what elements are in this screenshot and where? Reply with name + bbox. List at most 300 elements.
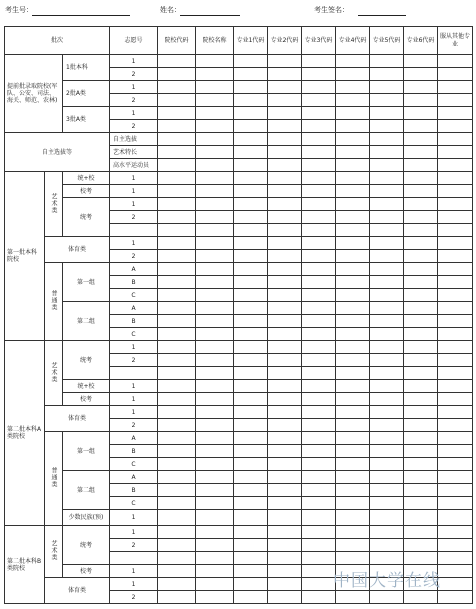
entry-cell[interactable]	[196, 185, 234, 198]
entry-cell[interactable]	[196, 458, 234, 471]
entry-cell[interactable]	[196, 146, 234, 159]
entry-cell[interactable]	[234, 380, 268, 393]
entry-cell[interactable]	[196, 552, 234, 565]
entry-cell[interactable]	[438, 276, 473, 289]
entry-cell[interactable]	[158, 432, 196, 445]
entry-cell[interactable]	[404, 237, 438, 250]
entry-cell[interactable]	[302, 55, 336, 68]
entry-cell[interactable]	[196, 159, 234, 172]
entry-cell[interactable]	[234, 224, 268, 237]
entry-cell[interactable]	[196, 328, 234, 341]
entry-cell[interactable]	[336, 539, 370, 552]
entry-cell[interactable]	[196, 380, 234, 393]
entry-cell[interactable]	[158, 159, 196, 172]
entry-cell[interactable]	[336, 419, 370, 432]
entry-cell[interactable]	[158, 185, 196, 198]
entry-cell[interactable]	[404, 367, 438, 380]
entry-cell[interactable]	[404, 55, 438, 68]
entry-cell[interactable]	[370, 302, 404, 315]
entry-cell[interactable]	[404, 185, 438, 198]
entry-cell[interactable]	[302, 354, 336, 367]
entry-cell[interactable]	[404, 172, 438, 185]
entry-cell[interactable]	[234, 484, 268, 497]
entry-cell[interactable]	[404, 315, 438, 328]
entry-cell[interactable]	[302, 328, 336, 341]
entry-cell[interactable]	[438, 406, 473, 419]
entry-cell[interactable]	[302, 81, 336, 94]
entry-cell[interactable]	[268, 133, 302, 146]
entry-cell[interactable]	[196, 250, 234, 263]
entry-cell[interactable]	[234, 419, 268, 432]
entry-cell[interactable]	[268, 198, 302, 211]
entry-cell[interactable]	[234, 539, 268, 552]
entry-cell[interactable]	[336, 406, 370, 419]
entry-cell[interactable]	[268, 432, 302, 445]
entry-cell[interactable]	[158, 81, 196, 94]
entry-cell[interactable]	[336, 484, 370, 497]
entry-cell[interactable]	[370, 94, 404, 107]
entry-cell[interactable]	[404, 250, 438, 263]
entry-cell[interactable]	[370, 484, 404, 497]
entry-cell[interactable]	[302, 289, 336, 302]
entry-cell[interactable]	[302, 185, 336, 198]
entry-cell[interactable]	[438, 484, 473, 497]
entry-cell[interactable]	[196, 471, 234, 484]
entry-cell[interactable]	[158, 263, 196, 276]
entry-cell[interactable]	[302, 107, 336, 120]
entry-cell[interactable]	[158, 578, 196, 591]
entry-cell[interactable]	[268, 367, 302, 380]
entry-cell[interactable]	[404, 81, 438, 94]
entry-cell[interactable]	[336, 367, 370, 380]
entry-cell[interactable]	[438, 393, 473, 406]
entry-cell[interactable]	[196, 497, 234, 510]
entry-cell[interactable]	[370, 237, 404, 250]
entry-cell[interactable]	[234, 432, 268, 445]
entry-cell[interactable]	[302, 237, 336, 250]
entry-cell[interactable]	[158, 591, 196, 604]
entry-cell[interactable]	[268, 276, 302, 289]
entry-cell[interactable]	[336, 263, 370, 276]
entry-cell[interactable]	[234, 146, 268, 159]
entry-cell[interactable]	[370, 146, 404, 159]
entry-cell[interactable]	[370, 432, 404, 445]
entry-cell[interactable]	[234, 94, 268, 107]
entry-cell[interactable]	[438, 591, 473, 604]
entry-cell[interactable]	[234, 578, 268, 591]
entry-cell[interactable]	[196, 341, 234, 354]
entry-cell[interactable]	[196, 263, 234, 276]
entry-cell[interactable]	[336, 107, 370, 120]
entry-cell[interactable]	[336, 471, 370, 484]
entry-cell[interactable]	[370, 471, 404, 484]
entry-cell[interactable]	[302, 539, 336, 552]
entry-cell[interactable]	[196, 432, 234, 445]
entry-cell[interactable]	[268, 81, 302, 94]
entry-cell[interactable]	[438, 133, 473, 146]
entry-cell[interactable]	[158, 276, 196, 289]
entry-cell[interactable]	[370, 159, 404, 172]
entry-cell[interactable]	[268, 159, 302, 172]
entry-cell[interactable]	[302, 198, 336, 211]
entry-cell[interactable]	[302, 341, 336, 354]
entry-cell[interactable]	[404, 458, 438, 471]
entry-cell[interactable]	[302, 510, 336, 526]
entry-cell[interactable]	[158, 510, 196, 526]
entry-cell[interactable]	[370, 328, 404, 341]
entry-cell[interactable]	[268, 146, 302, 159]
entry-cell[interactable]	[158, 484, 196, 497]
entry-cell[interactable]	[404, 133, 438, 146]
entry-cell[interactable]	[268, 289, 302, 302]
entry-cell[interactable]	[110, 367, 158, 380]
entry-cell[interactable]	[336, 159, 370, 172]
entry-cell[interactable]	[268, 250, 302, 263]
entry-cell[interactable]	[268, 591, 302, 604]
entry-cell[interactable]	[268, 539, 302, 552]
entry-cell[interactable]	[404, 552, 438, 565]
entry-cell[interactable]	[196, 198, 234, 211]
entry-cell[interactable]	[336, 510, 370, 526]
entry-cell[interactable]	[336, 432, 370, 445]
entry-cell[interactable]	[196, 315, 234, 328]
entry-cell[interactable]	[438, 263, 473, 276]
entry-cell[interactable]	[438, 471, 473, 484]
entry-cell[interactable]	[438, 159, 473, 172]
entry-cell[interactable]	[158, 552, 196, 565]
entry-cell[interactable]	[158, 172, 196, 185]
entry-cell[interactable]	[404, 302, 438, 315]
entry-cell[interactable]	[268, 578, 302, 591]
entry-cell[interactable]	[234, 552, 268, 565]
entry-cell[interactable]	[302, 146, 336, 159]
entry-cell[interactable]	[268, 354, 302, 367]
entry-cell[interactable]	[234, 237, 268, 250]
entry-cell[interactable]	[370, 55, 404, 68]
entry-cell[interactable]	[370, 552, 404, 565]
entry-cell[interactable]	[196, 120, 234, 133]
entry-cell[interactable]	[302, 578, 336, 591]
entry-cell[interactable]	[438, 458, 473, 471]
entry-cell[interactable]	[438, 578, 473, 591]
entry-cell[interactable]	[196, 419, 234, 432]
entry-cell[interactable]	[404, 341, 438, 354]
entry-cell[interactable]	[158, 133, 196, 146]
entry-cell[interactable]	[404, 510, 438, 526]
entry-cell[interactable]	[336, 94, 370, 107]
entry-cell[interactable]	[438, 172, 473, 185]
entry-cell[interactable]	[158, 419, 196, 432]
entry-cell[interactable]	[268, 565, 302, 578]
entry-cell[interactable]	[234, 526, 268, 539]
exam-number-field[interactable]	[32, 15, 130, 16]
entry-cell[interactable]	[196, 539, 234, 552]
entry-cell[interactable]	[158, 224, 196, 237]
entry-cell[interactable]	[336, 211, 370, 224]
entry-cell[interactable]	[336, 172, 370, 185]
entry-cell[interactable]	[302, 419, 336, 432]
entry-cell[interactable]	[302, 263, 336, 276]
entry-cell[interactable]	[110, 552, 158, 565]
entry-cell[interactable]	[370, 406, 404, 419]
entry-cell[interactable]	[370, 289, 404, 302]
entry-cell[interactable]	[196, 591, 234, 604]
entry-cell[interactable]	[404, 484, 438, 497]
entry-cell[interactable]	[268, 328, 302, 341]
entry-cell[interactable]	[404, 445, 438, 458]
entry-cell[interactable]	[158, 120, 196, 133]
entry-cell[interactable]	[302, 458, 336, 471]
entry-cell[interactable]	[196, 211, 234, 224]
entry-cell[interactable]	[234, 458, 268, 471]
entry-cell[interactable]	[196, 354, 234, 367]
entry-cell[interactable]	[438, 510, 473, 526]
entry-cell[interactable]	[158, 471, 196, 484]
entry-cell[interactable]	[268, 341, 302, 354]
entry-cell[interactable]	[370, 263, 404, 276]
entry-cell[interactable]	[158, 55, 196, 68]
entry-cell[interactable]	[234, 211, 268, 224]
entry-cell[interactable]	[336, 237, 370, 250]
entry-cell[interactable]	[302, 484, 336, 497]
entry-cell[interactable]	[404, 380, 438, 393]
entry-cell[interactable]	[158, 250, 196, 263]
entry-cell[interactable]	[438, 302, 473, 315]
entry-cell[interactable]	[438, 497, 473, 510]
entry-cell[interactable]	[158, 406, 196, 419]
entry-cell[interactable]	[370, 172, 404, 185]
entry-cell[interactable]	[336, 526, 370, 539]
entry-cell[interactable]	[370, 510, 404, 526]
entry-cell[interactable]	[438, 328, 473, 341]
entry-cell[interactable]	[196, 445, 234, 458]
entry-cell[interactable]	[336, 198, 370, 211]
entry-cell[interactable]	[404, 591, 438, 604]
entry-cell[interactable]	[370, 68, 404, 81]
entry-cell[interactable]	[336, 146, 370, 159]
entry-cell[interactable]	[404, 159, 438, 172]
entry-cell[interactable]	[158, 146, 196, 159]
entry-cell[interactable]	[302, 302, 336, 315]
entry-cell[interactable]	[336, 458, 370, 471]
entry-cell[interactable]	[196, 107, 234, 120]
entry-cell[interactable]	[336, 354, 370, 367]
entry-cell[interactable]	[302, 432, 336, 445]
entry-cell[interactable]	[302, 380, 336, 393]
entry-cell[interactable]	[234, 315, 268, 328]
entry-cell[interactable]	[268, 484, 302, 497]
entry-cell[interactable]	[234, 289, 268, 302]
entry-cell[interactable]	[268, 445, 302, 458]
entry-cell[interactable]	[234, 367, 268, 380]
entry-cell[interactable]	[234, 81, 268, 94]
entry-cell[interactable]	[302, 276, 336, 289]
entry-cell[interactable]	[302, 224, 336, 237]
entry-cell[interactable]	[196, 133, 234, 146]
entry-cell[interactable]	[234, 354, 268, 367]
entry-cell[interactable]	[196, 94, 234, 107]
entry-cell[interactable]	[268, 68, 302, 81]
entry-cell[interactable]	[158, 94, 196, 107]
entry-cell[interactable]	[158, 458, 196, 471]
entry-cell[interactable]	[336, 328, 370, 341]
entry-cell[interactable]	[302, 552, 336, 565]
entry-cell[interactable]	[404, 198, 438, 211]
entry-cell[interactable]	[158, 445, 196, 458]
entry-cell[interactable]	[438, 354, 473, 367]
entry-cell[interactable]	[370, 354, 404, 367]
entry-cell[interactable]	[196, 172, 234, 185]
entry-cell[interactable]	[196, 510, 234, 526]
entry-cell[interactable]	[302, 565, 336, 578]
entry-cell[interactable]	[302, 471, 336, 484]
entry-cell[interactable]	[268, 172, 302, 185]
entry-cell[interactable]	[268, 510, 302, 526]
entry-cell[interactable]	[336, 302, 370, 315]
entry-cell[interactable]	[234, 341, 268, 354]
entry-cell[interactable]	[158, 237, 196, 250]
entry-cell[interactable]	[234, 185, 268, 198]
entry-cell[interactable]	[196, 484, 234, 497]
entry-cell[interactable]	[196, 578, 234, 591]
entry-cell[interactable]	[370, 367, 404, 380]
entry-cell[interactable]	[336, 393, 370, 406]
entry-cell[interactable]	[336, 133, 370, 146]
entry-cell[interactable]	[370, 315, 404, 328]
entry-cell[interactable]	[404, 224, 438, 237]
entry-cell[interactable]	[234, 120, 268, 133]
entry-cell[interactable]	[404, 471, 438, 484]
entry-cell[interactable]	[158, 393, 196, 406]
entry-cell[interactable]	[268, 224, 302, 237]
entry-cell[interactable]	[196, 224, 234, 237]
entry-cell[interactable]	[302, 120, 336, 133]
entry-cell[interactable]	[302, 250, 336, 263]
entry-cell[interactable]	[234, 198, 268, 211]
entry-cell[interactable]	[370, 211, 404, 224]
entry-cell[interactable]	[438, 185, 473, 198]
entry-cell[interactable]	[158, 315, 196, 328]
entry-cell[interactable]	[438, 81, 473, 94]
entry-cell[interactable]	[302, 526, 336, 539]
entry-cell[interactable]	[336, 81, 370, 94]
name-field[interactable]	[180, 15, 240, 16]
entry-cell[interactable]	[302, 133, 336, 146]
entry-cell[interactable]	[234, 565, 268, 578]
entry-cell[interactable]	[196, 276, 234, 289]
entry-cell[interactable]	[404, 354, 438, 367]
entry-cell[interactable]	[336, 120, 370, 133]
entry-cell[interactable]	[370, 445, 404, 458]
entry-cell[interactable]	[370, 107, 404, 120]
entry-cell[interactable]	[158, 380, 196, 393]
entry-cell[interactable]	[438, 68, 473, 81]
entry-cell[interactable]	[404, 68, 438, 81]
entry-cell[interactable]	[404, 419, 438, 432]
entry-cell[interactable]	[404, 120, 438, 133]
entry-cell[interactable]	[196, 526, 234, 539]
entry-cell[interactable]	[268, 107, 302, 120]
entry-cell[interactable]	[234, 263, 268, 276]
entry-cell[interactable]	[158, 539, 196, 552]
entry-cell[interactable]	[302, 315, 336, 328]
entry-cell[interactable]	[268, 419, 302, 432]
entry-cell[interactable]	[370, 497, 404, 510]
entry-cell[interactable]	[234, 328, 268, 341]
entry-cell[interactable]	[336, 55, 370, 68]
entry-cell[interactable]	[370, 539, 404, 552]
entry-cell[interactable]	[302, 159, 336, 172]
entry-cell[interactable]	[370, 380, 404, 393]
entry-cell[interactable]	[370, 198, 404, 211]
entry-cell[interactable]	[370, 341, 404, 354]
entry-cell[interactable]	[268, 120, 302, 133]
entry-cell[interactable]	[234, 445, 268, 458]
entry-cell[interactable]	[438, 120, 473, 133]
entry-cell[interactable]	[438, 211, 473, 224]
entry-cell[interactable]	[370, 81, 404, 94]
entry-cell[interactable]	[302, 211, 336, 224]
entry-cell[interactable]	[438, 565, 473, 578]
entry-cell[interactable]	[336, 341, 370, 354]
entry-cell[interactable]	[234, 276, 268, 289]
entry-cell[interactable]	[404, 539, 438, 552]
entry-cell[interactable]	[404, 497, 438, 510]
entry-cell[interactable]	[268, 497, 302, 510]
entry-cell[interactable]	[438, 419, 473, 432]
entry-cell[interactable]	[438, 432, 473, 445]
entry-cell[interactable]	[370, 120, 404, 133]
entry-cell[interactable]	[404, 146, 438, 159]
entry-cell[interactable]	[370, 458, 404, 471]
entry-cell[interactable]	[158, 289, 196, 302]
entry-cell[interactable]	[196, 406, 234, 419]
entry-cell[interactable]	[404, 263, 438, 276]
entry-cell[interactable]	[336, 315, 370, 328]
entry-cell[interactable]	[196, 81, 234, 94]
entry-cell[interactable]	[268, 263, 302, 276]
entry-cell[interactable]	[234, 159, 268, 172]
entry-cell[interactable]	[370, 185, 404, 198]
entry-cell[interactable]	[302, 591, 336, 604]
entry-cell[interactable]	[196, 237, 234, 250]
entry-cell[interactable]	[336, 445, 370, 458]
entry-cell[interactable]	[158, 497, 196, 510]
entry-cell[interactable]	[196, 393, 234, 406]
entry-cell[interactable]	[158, 211, 196, 224]
entry-cell[interactable]	[370, 526, 404, 539]
entry-cell[interactable]	[438, 445, 473, 458]
entry-cell[interactable]	[196, 565, 234, 578]
entry-cell[interactable]	[438, 237, 473, 250]
entry-cell[interactable]	[438, 552, 473, 565]
entry-cell[interactable]	[438, 55, 473, 68]
entry-cell[interactable]	[234, 133, 268, 146]
entry-cell[interactable]	[438, 289, 473, 302]
entry-cell[interactable]	[158, 198, 196, 211]
entry-cell[interactable]	[302, 497, 336, 510]
entry-cell[interactable]	[404, 432, 438, 445]
entry-cell[interactable]	[438, 539, 473, 552]
entry-cell[interactable]	[404, 406, 438, 419]
entry-cell[interactable]	[302, 367, 336, 380]
entry-cell[interactable]	[234, 250, 268, 263]
entry-cell[interactable]	[336, 497, 370, 510]
entry-cell[interactable]	[158, 526, 196, 539]
entry-cell[interactable]	[336, 552, 370, 565]
entry-cell[interactable]	[336, 68, 370, 81]
entry-cell[interactable]	[196, 55, 234, 68]
